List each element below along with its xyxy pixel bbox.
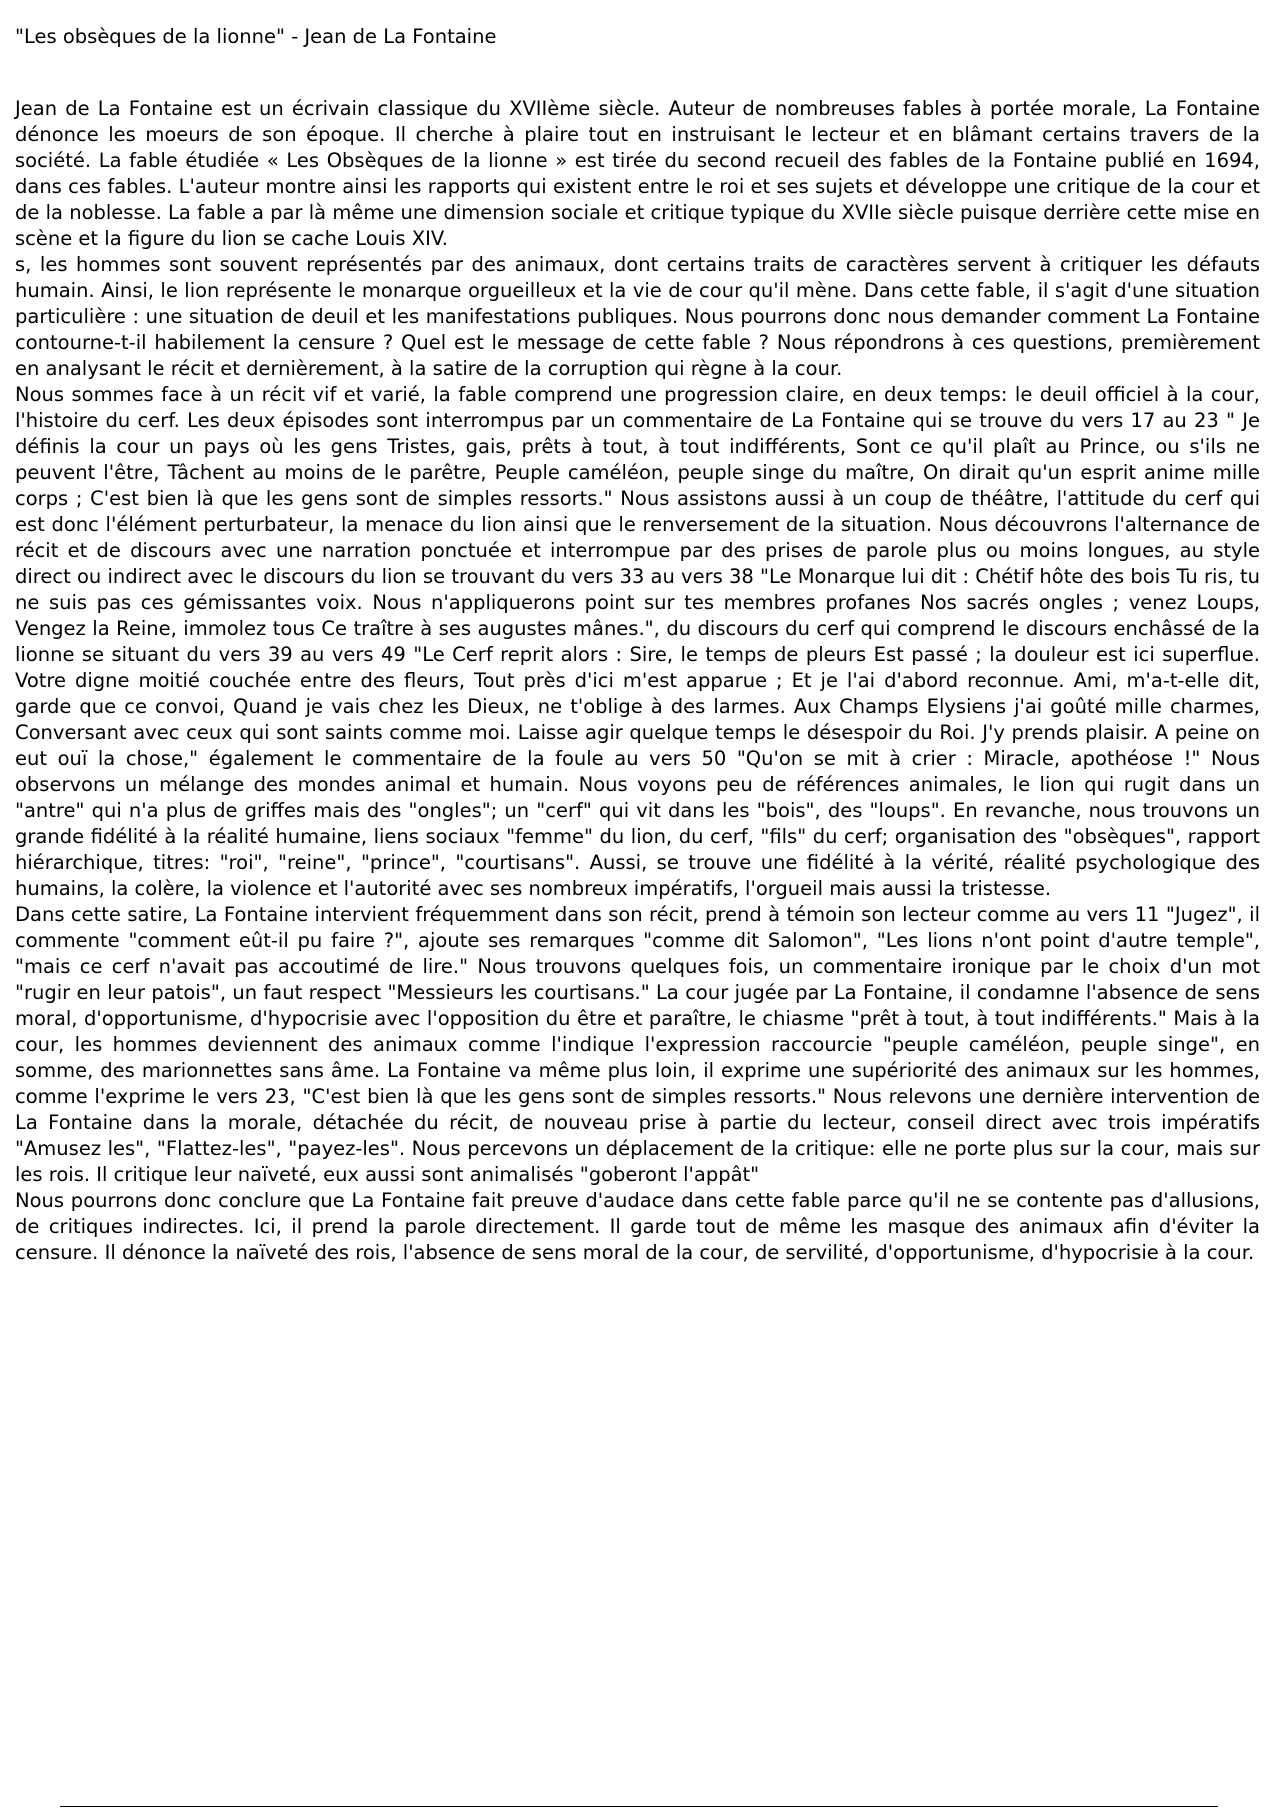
paragraph-introduction: Jean de La Fontaine est un écrivain classique du XVIIème siècle. Auteur de nombreuses fables à portée morale, La Fontaine dénonce les moeurs de son époque. Il cherche à plaire tout en instruisant le lecteur et en blâmant certains travers de la société. La fable étudiée « Les Obsèques de la lionne » est tirée du second recueil des fables de la Fontaine publié en 1694, dans ces fables. L'auteur montre ainsi les rapports qui existent entre le roi et ses sujets et développe une critique de la cour et de la noblesse. La fable a par là même une dimension sociale et critique typique du XVIIe siècle puisque derrière cette mise en scène et la figure du lion se cache Louis XIV. [15,97,1260,250]
paragraph-conclusion: Nous pourrons donc conclure que La Fontaine fait preuve d'audace dans cette fable parce qu'il ne se contente pas d'allusions, de critiques indirectes. Ici, il prend la parole directement. Il garde tout de même les masque des animaux afin d'éviter la censure. Il dénonce la naïveté des rois, l'absence de sens moral de la cour, de servilité, d'opportunisme, d'hypocrisie à la cour. [15,1189,1260,1264]
footer-divider [60,1806,1218,1807]
paragraph-recit: Nous sommes face à un récit vif et varié, la fable comprend une progression claire, en deux temps: le deuil officiel à la cour, l'histoire du cerf. Les deux épisodes sont interrompus par un commentaire de La Fontaine qui se trouve du vers 17 au 23 " Je définis la cour un pays où les gens Tristes, gais, prêts à tout, à tout indifférents, Sont ce qu'il plaît au Prince, ou s'ils ne peuvent l'être, Tâchent au moins de le parêtre, Peuple caméléon, peuple singe du maître, On dirait qu'un esprit anime mille corps ; C'est bien là que les gens sont de simples ressorts." Nous assistons aussi à un coup de théâtre, l'attitude du cerf qui est donc l'élément perturbateur, la menace du lion ainsi que le renversement de la situation. Nous découvrons l'alternance de récit et de discours avec une narration ponctuée et interrompue par des prises de parole plus ou moins longues, au style direct ou indirect avec le discours du lion se trouvant du vers 33 au vers 38 "Le Monarque lui dit : Chétif hôte des bois Tu ris, tu ne suis pas ces gémissantes voix. Nous n'appliquerons point sur tes membres profanes Nos sacrés ongles ; venez Loups, Vengez la Reine, immolez tous Ce traître à ses augustes mânes.", du discours du cerf qui comprend le discours enchâssé de la lionne se situant du vers 39 au vers 49 "Le Cerf reprit alors : Sire, le temps de pleurs Est passé ; la douleur est ici superflue. Votre digne moitié couchée entre des fleurs, Tout près d'ici m'est apparue ; Et je l'ai d'abord reconnue. Ami, m'a-t-elle dit, garde que ce convoi, Quand je vais chez les Dieux, ne t'oblige à des larmes. Aux Champs Elysiens j'ai goûté mille charmes, Conversant avec ceux qui sont saints comme moi. Laisse agir quelque temps le désespoir du Roi. J'y prends plaisir. A peine on eut ouï la chose," également le commentaire de la foule au vers 50 "Qu'on se mit à crier : Miracle, apothéose !" Nous observons un mélange des mondes animal et humain. Nous voyons peu de références animales, le lion qui rugit dans un "antre" qui n'a plus de griffes mais des "ongles"; un "cerf" qui vit dans les "bois", des "loups". En revanche, nous trouvons un grande fidélité à la réalité humaine, liens sociaux "femme" du lion, du cerf, "fils" du cerf; organisation des "obsèques", rapport hiérarchique, titres: "roi", "reine", "prince", "courtisans". Aussi, se trouve une fidélité à la vérité, réalité psychologique des humains, la colère, la violence et l'autorité avec ses nombreux impératifs, l'orgueil mais aussi la tristesse. [15,383,1260,900]
paragraph-satire: Dans cette satire, La Fontaine intervient fréquemment dans son récit, prend à témoin son lecteur comme au vers 11 "Jugez", il commente "comment eût-il pu faire ?", ajoute ses remarques "comme dit Salomon", "Les lions n'ont point d'autre temple", "mais ce cerf n'avait pas accoutimé de lire." Nous trouvons quelques fois, un commentaire ironique par le choix d'un mot "rugir en leur patois", un faut respect "Messieurs les courtisans." La cour jugée par La Fontaine, il condamne l'absence de sens moral, d'opportunisme, d'hypocrisie avec l'opposition du être et paraître, le chiasme "prêt à tout, à tout indifférents." Mais à la cour, les hommes deviennent des animaux comme l'indique l'expression raccourcie "peuple caméléon, peuple singe", en somme, des marionnettes sans âme. La Fontaine va même plus loin, il exprime une supériorité des animaux sur les hommes, comme l'exprime le vers 23, "C'est bien là que les gens sont de simples ressorts." Nous relevons une dernière intervention de La Fontaine dans la morale, détachée du récit, de nouveau prise à partie du lecteur, conseil direct avec trois impératifs "Amusez les", "Flattez-les", "payez-les". Nous percevons un déplacement de la critique: elle ne porte plus sur la cour, mais sur les rois. Il critique leur naïveté, eux aussi sont animalisés "goberont l'appât" [15,903,1260,1186]
document-body [15,96,1260,1266]
paragraph-problematique: s, les hommes sont souvent représentés par des animaux, dont certains traits de caractères servent à critiquer les défauts humain. Ainsi, le lion représente le monarque orgueilleux et la vie de cour qu'il mène. Dans cette fable, il s'agit d'une situation particulière : une situation de deuil et les manifestations publiques. Nous pourrons donc nous demander comment La Fontaine contourne-t-il habilement la censure ? Quel est le message de cette fable ? Nous répondrons à ces questions, premièrement en analysant le récit et dernièrement, à la satire de la corruption qui règne à la cour. [15,253,1260,380]
document-title: "Les obsèques de la lionne" - Jean de La Fontaine [15,25,497,48]
